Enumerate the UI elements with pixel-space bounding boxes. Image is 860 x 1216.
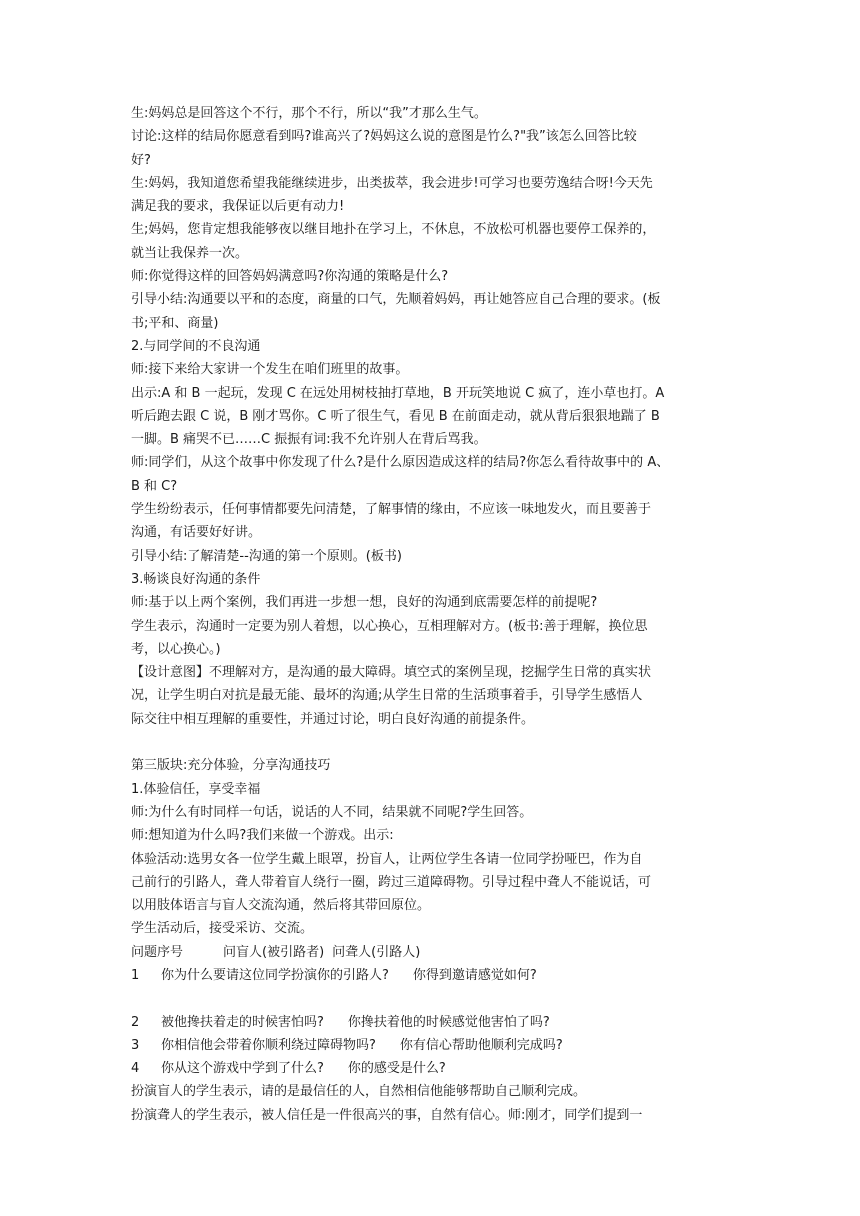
row-number: 3 — [131, 1037, 140, 1053]
text-line: 讨论:这样的结局你愿意看到吗?谁高兴了?妈妈这么说的意图是竹么?"我”该怎么回答比较 — [131, 129, 637, 145]
text-line: 体验活动:选男女各一位学生戴上眼罩，扮盲人，让两位学生各请一位同学扮哑巴，作为自 — [131, 851, 643, 867]
question-blind: 被他搀扶着走的时候害怕吗? — [161, 1014, 324, 1030]
question-blind: 你从这个游戏中学到了什么? — [161, 1061, 324, 1077]
question-deaf: 你有信心帮助他顺利完成吗? — [399, 1037, 563, 1053]
text-line: 师:想知道为什么吗?我们来做一个游戏。出示: — [131, 828, 394, 844]
section-heading: 第三版块:充分体验，分享沟通技巧 — [131, 758, 331, 774]
text-line: 书;平和、商量) — [131, 315, 219, 331]
text-line: 师:基于以上两个案例，我们再进一步想一想，良好的沟通到底需要怎样的前提呢? — [131, 595, 598, 611]
text-line: 况，让学生明白对抗是最无能、最坏的沟通;从学生日常的生活琐事着手，引导学生感悟人 — [131, 688, 643, 704]
blank-line — [131, 987, 743, 1010]
table-row — [131, 1034, 743, 1057]
question-deaf: 你的感受是什么? — [347, 1061, 446, 1077]
question-deaf: 你搀扶着他的时候感觉他害怕了吗? — [347, 1014, 550, 1030]
text-line: 引导小结:沟通要以平和的态度，商量的口气，先顺着妈妈，再让她答应自己合理的要求。(板 — [131, 292, 661, 308]
text-line: 学生活动后，接受采访、交流。 — [131, 921, 314, 937]
text-line: 师:接下来给大家讲一个发生在咱们班里的故事。 — [131, 362, 409, 378]
text-line: 生:妈妈，我知道您希望我能继续进步，出类拔萃，我会进步!可学习也要劳逸结合呀!今天先 — [131, 175, 653, 191]
text-line: 学生纷纷表示，任何事情都要先问清楚，了解事情的缘由，不应该一味地发火，而且要善于 — [131, 502, 652, 518]
text-line: 生;妈妈，您肯定想我能够夜以继目地扑在学习上，不休息，不放松可机器也要停工保养的， — [131, 222, 656, 238]
blank-line — [131, 731, 743, 754]
table-row — [131, 964, 743, 987]
text-line: 扮演聋人的学生表示，被人信任是一件很高兴的事，自然有信心。师:刚才，同学们提到一 — [131, 1107, 643, 1123]
text-line: 师:同学们，从这个故事中你发现了什么?是什么原因造成这样的结局?你怎么看待故事中的 A、 — [131, 455, 670, 471]
section-c — [131, 1080, 743, 1127]
text-line: 学生表示，沟通时一定要为别人着想，以心换心，互相理解对方。(板书:善于理解，换位思 — [131, 618, 648, 634]
row-number: 1 — [131, 967, 140, 983]
text-line: 出示:A 和 B 一起玩，发现 C 在远处用树枝抽打草地，B 开玩笑地说 C 疯了，连小草也打。A — [131, 385, 665, 401]
text-line: 一脚。B 痛哭不已……C 振振有词:我不允许别人在背后骂我。 — [131, 432, 487, 448]
text-line: 引导小结:了解清楚--沟通的第一个原则。(板书) — [131, 548, 402, 564]
text-line: 就当让我保养一次。 — [131, 245, 249, 261]
header-cell: 问聋人(引路人) — [332, 944, 421, 960]
table-header — [131, 941, 743, 964]
table-row — [131, 1057, 743, 1080]
text-line: 沟通，有话要好好讲。 — [131, 525, 262, 541]
text-line: 【设计意图】不理解对方，是沟通的最大障碍。填空式的案例呈现，挖掘学生日常的真实状 — [131, 665, 652, 681]
section-heading: 2.与同学间的不良沟通 — [131, 338, 261, 354]
section-a — [131, 102, 743, 731]
text-line: 际交往中相互理解的重要性，并通过讨论，明白良好沟通的前提条件。 — [131, 711, 535, 727]
question-table — [131, 941, 743, 1081]
header-cell: 问盲人(被引路者) — [223, 944, 325, 960]
text-line: 考，以心换心。) — [131, 641, 221, 657]
question-blind: 你相信他会带着你顺利绕过障碍物吗? — [161, 1037, 376, 1053]
question-blind: 你为什么要请这位同学扮演你的引路人? — [161, 967, 389, 983]
row-number: 2 — [131, 1014, 140, 1030]
text-line: 好? — [131, 152, 151, 168]
document-page — [131, 102, 743, 1127]
text-line: 以用肢体语言与盲人交流沟通，然后将其带回原位。 — [131, 898, 431, 914]
text-line: 师:你觉得这样的回答妈妈满意吗?你沟通的策略是什么? — [131, 269, 449, 285]
text-line: 师:为什么有时同样一句话，说话的人不同，结果就不同呢?学生回答。 — [131, 804, 533, 820]
question-deaf: 你得到邀请感觉如何? — [412, 967, 537, 983]
section-b — [131, 754, 743, 940]
text-line: 满足我的要求，我保证以后更有动力! — [131, 199, 345, 215]
section-heading: 3.畅谈良好沟通的条件 — [131, 571, 261, 587]
row-number: 4 — [131, 1061, 140, 1077]
text-line: 生:妈妈总是回答这个不行，那个不行，所以“我”才那么生气。 — [131, 106, 487, 121]
header-cell: 问题序号 — [131, 944, 184, 960]
text-line: 扮演盲人的学生表示，请的是最信任的人，自然相信他能够帮助自己顺利完成。 — [131, 1084, 587, 1100]
sub-heading: 1.体验信任，享受幸福 — [131, 781, 261, 797]
text-line: 己前行的引路人，聋人带着盲人绕行一圈，跨过三道障碍物。引导过程中聋人不能说话，可 — [131, 874, 652, 890]
text-line: B 和 C? — [131, 478, 178, 494]
table-row — [131, 1011, 743, 1034]
text-line: 听后跑去跟 C 说，B 刚才骂你。C 听了很生气，看见 B 在前面走动，就从背后狠狠地踹了 B — [131, 408, 660, 424]
